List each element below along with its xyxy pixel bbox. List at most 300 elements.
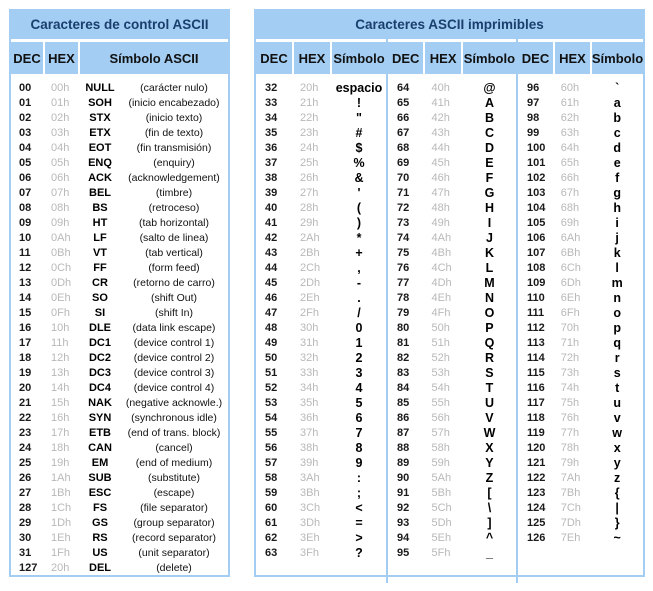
table-row [518,396,643,411]
table-row [518,216,643,231]
table-row [518,276,643,291]
table-row [11,561,228,576]
hex-value: 5Ah [431,472,452,484]
dec-value: 45 [265,277,278,289]
dec-value: 121 [527,457,546,469]
symbol-value: k [613,246,621,260]
hex-value: 48h [431,202,450,214]
hex-value: 5Dh [431,517,452,529]
symbol-value: 6 [355,411,363,425]
hex-value: 30h [300,322,319,334]
symbol-value: BS [92,202,108,214]
dec-value: 47 [265,307,278,319]
hex-value: 06h [51,172,70,184]
symbol-value: HT [92,217,108,229]
symbol-value: + [355,246,363,260]
hex-value: 18h [51,442,70,454]
hex-value: 7Eh [560,532,581,544]
dec-value: 39 [265,187,278,199]
table-row [256,411,386,426]
table-row [256,261,386,276]
symbol-value: { [614,486,620,500]
printable-column-3 [516,39,643,583]
dec-value: 63 [265,547,278,559]
symbol-value: STX [89,112,111,124]
hex-value: 69h [560,217,580,229]
symbol-value: 1 [355,336,363,350]
symbol-value: b [613,111,621,125]
table-row [518,531,643,546]
hex-value: 39h [300,457,319,469]
hex-value: 52h [431,352,450,364]
hex-value: 15h [51,397,70,409]
hex-value: 43h [431,127,450,139]
description: (retroceso) [148,202,200,214]
dec-value: 91 [397,487,410,499]
hex-value: 6Ch [560,262,581,274]
description: (tab horizontal) [138,217,210,229]
hex-value: 21h [300,97,319,109]
symbol-value: G [484,186,495,200]
table-row [256,171,386,186]
column-header-symbol: Símbolo ASCII [80,42,228,74]
symbol-value: ETX [89,127,111,139]
hex-value: 73h [560,367,580,379]
table-row [11,321,228,336]
table-row [256,306,386,321]
hex-value: 04h [51,142,70,154]
hex-value: 31h [300,337,319,349]
hex-value: 41h [431,97,450,109]
dec-value: 36 [265,142,278,154]
table-row [518,306,643,321]
table-row [388,246,516,261]
table-row [518,81,643,96]
hex-value: 49h [431,217,450,229]
symbol-value: Z [485,471,494,485]
table-row [11,456,228,471]
description: (carácter nulo) [140,82,208,94]
symbol-value: D [484,141,494,155]
symbol-value: r [614,351,620,365]
hex-value: 4Bh [431,247,452,259]
hex-value: 24h [300,142,319,154]
hex-value: 03h [51,127,70,139]
hex-value: 6Bh [560,247,581,259]
dec-value: 64 [397,82,410,94]
symbol-value: ' [357,186,361,200]
hex-value: 11h [51,337,69,349]
symbol-value: ? [355,546,363,560]
dec-value: 24 [19,442,32,454]
symbol-value: 3 [355,366,363,380]
hex-value: 7Dh [560,517,581,529]
hex-value: 70h [560,322,580,334]
symbol-value: g [613,186,621,200]
dec-value: 53 [265,397,278,409]
dec-value: 81 [397,337,410,349]
symbol-value: v [613,411,621,425]
table-row [388,81,516,96]
dec-value: 115 [527,367,545,379]
symbol-value: * [356,231,362,245]
symbol-value: SOH [88,97,112,109]
dec-value: 101 [527,157,546,169]
symbol-value: : [356,471,362,485]
dec-value: 27 [19,487,32,499]
symbol-value: [ [487,486,492,500]
table-row [518,261,643,276]
dec-value: 61 [265,517,278,529]
table-row [388,411,516,426]
table-row [256,351,386,366]
symbol-value: < [355,501,363,515]
symbol-value: I [487,216,492,230]
symbol-value: $ [355,141,363,155]
symbol-value: 0 [355,321,363,335]
hex-value: 61h [560,97,580,109]
hex-value: 00h [51,82,70,94]
table-row [256,396,386,411]
hex-value: 65h [560,157,580,169]
dec-value: 78 [397,292,410,304]
table-row [256,81,386,96]
dec-value: 67 [397,127,410,139]
description: (retorno de carro) [133,277,215,289]
symbol-value: ACK [88,172,112,184]
symbol-value: DC3 [88,367,111,379]
table-row [256,516,386,531]
table-row [388,471,516,486]
symbol-value: K [484,246,494,260]
hex-value: 5Eh [431,532,452,544]
hex-value: 28h [300,202,319,214]
table-row [388,231,516,246]
description: (shift In) [155,307,193,319]
dec-value: 79 [397,307,410,319]
symbol-value: NAK [88,397,112,409]
table-row [518,171,643,186]
table-row [388,261,516,276]
dec-value: 109 [527,277,546,289]
dec-value: 12 [19,262,32,274]
table-row [388,501,516,516]
dec-value: 58 [265,472,278,484]
hex-value: 55h [431,397,450,409]
symbol-value: w [612,426,623,440]
description: (end of trans. block) [127,427,221,439]
hex-value: 17h [51,427,70,439]
hex-value: 12h [51,352,70,364]
symbol-value: FF [93,262,107,274]
symbol-value: . [357,291,361,305]
dec-value: 43 [265,247,278,259]
dec-value: 37 [265,157,278,169]
symbol-value: t [615,381,620,395]
hex-value: 40h [431,82,450,94]
dec-value: 92 [397,502,410,514]
dec-value: 32 [265,82,278,94]
table-row [11,486,228,501]
symbol-value: _ [485,546,493,560]
table-row [388,156,516,171]
symbol-value: LF [93,232,107,244]
hex-value: 58h [431,442,450,454]
dec-value: 40 [265,202,278,214]
dec-value: 72 [397,202,410,214]
column-header-dec: DEC [256,42,294,74]
dec-value: 82 [397,352,410,364]
dec-value: 65 [397,97,410,109]
table-row [11,96,228,111]
symbol-value: c [613,126,621,140]
table-row [518,156,643,171]
table-row [518,351,643,366]
symbol-value: DC4 [88,382,111,394]
hex-value: 42h [431,112,450,124]
table-row [518,141,643,156]
hex-value: 32h [300,352,319,364]
hex-value: 5Bh [431,487,452,499]
dec-value: 120 [527,442,546,454]
symbol-value: y [613,456,621,470]
table-row [256,471,386,486]
table-row [256,231,386,246]
table-row [256,441,386,456]
table-row [388,456,516,471]
hex-value: 34h [300,382,319,394]
dec-value: 25 [19,457,32,469]
symbol-value: B [484,111,494,125]
dec-value: 23 [19,427,32,439]
symbol-value: & [354,171,364,185]
dec-value: 74 [397,232,410,244]
symbol-value: E [485,156,494,170]
table-row [388,351,516,366]
hex-value: 0Ch [51,262,72,274]
symbol-value: ) [356,216,362,230]
printable-table-title: Caracteres ASCII imprimibles [256,11,643,39]
symbol-value: , [357,261,361,275]
hex-value: 2Bh [300,247,320,259]
hex-value: 5Fh [431,547,451,559]
symbol-value: o [613,306,621,320]
dec-value: 29 [19,517,32,529]
hex-value: 2Fh [300,307,319,319]
hex-value: 67h [560,187,580,199]
dec-value: 117 [527,397,545,409]
symbol-value: DEL [89,562,111,574]
dec-value: 110 [527,292,545,304]
table-row [11,141,228,156]
table-row [518,321,643,336]
symbol-value: d [613,141,621,155]
hex-value: 4Eh [431,292,452,304]
table-row [256,246,386,261]
symbol-value: ENQ [88,157,112,169]
dec-value: 42 [265,232,278,244]
dec-value: 02 [19,112,32,124]
hex-value: 09h [51,217,70,229]
symbol-value: J [485,231,493,245]
table-row [11,411,228,426]
table-row [518,411,643,426]
dec-value: 103 [527,187,546,199]
control-table-header [11,42,228,74]
symbol-value: | [615,501,619,515]
hex-value: 1Fh [51,547,70,559]
table-row [518,516,643,531]
table-row [388,186,516,201]
hex-value: 0Fh [51,307,70,319]
dec-value: 87 [397,427,410,439]
description: (delete) [156,562,192,574]
table-row [256,501,386,516]
dec-value: 70 [397,172,410,184]
table-row [11,276,228,291]
dec-value: 111 [527,307,545,319]
description: (timbre) [155,187,193,199]
table-row [256,126,386,141]
symbol-value: s [613,366,621,380]
hex-value: 3Dh [300,517,321,529]
hex-value: 63h [560,127,580,139]
dec-value: 99 [527,127,540,139]
description: (device control 1) [133,337,215,349]
dec-value: 15 [19,307,32,319]
control-characters-table [9,9,230,577]
hex-value: 16h [51,412,70,424]
hex-value: 64h [560,142,580,154]
symbol-value: SYN [88,412,112,424]
dec-value: 00 [19,82,32,94]
column-header-dec: DEC [11,42,45,74]
dec-value: 90 [397,472,410,484]
hex-value: 0Eh [51,292,71,304]
table-row [256,276,386,291]
table-row [256,366,386,381]
table-row [518,366,643,381]
symbol-value: SO [92,292,108,304]
dec-value: 08 [19,202,32,214]
table-row [11,381,228,396]
dec-value: 126 [527,532,546,544]
symbol-value: i [615,216,619,230]
symbol-value: 8 [355,441,363,455]
hex-value: 3Ah [300,472,320,484]
printable-body-3 [518,74,643,583]
hex-value: 72h [560,352,580,364]
description: (acknowledgement) [128,172,220,184]
column-header-symbol: Símbolo [332,42,386,74]
symbol-value: H [484,201,494,215]
hex-value: 33h [300,367,319,379]
symbol-value: CAN [88,442,112,454]
dec-value: 04 [19,142,32,154]
hex-value: 54h [431,382,450,394]
table-row [11,396,228,411]
hex-value: 5Ch [431,502,452,514]
hex-value: 25h [300,157,319,169]
description: (substitute) [148,472,200,484]
symbol-value: Q [484,336,495,350]
hex-value: 14h [51,382,70,394]
description: (cancel) [155,442,193,454]
symbol-value: L [485,261,494,275]
dec-value: 123 [527,487,546,499]
symbol-value: z [614,471,621,485]
dec-value: 118 [527,412,545,424]
dec-value: 22 [19,412,32,424]
symbol-value: m [611,276,623,290]
hex-value: 1Bh [51,487,71,499]
symbol-value: CR [92,277,108,289]
symbol-value: p [613,321,621,335]
description: (fin transmisión) [136,142,212,154]
symbol-value: n [613,291,621,305]
hex-value: 19h [51,457,70,469]
table-row [518,291,643,306]
dec-value: 17 [19,337,32,349]
description: (salto de linea) [139,232,209,244]
symbol-value: SI [94,307,106,319]
printable-body-1 [256,74,386,583]
hex-value: 6Ah [560,232,581,244]
dec-value: 18 [19,352,32,364]
printable-body-2 [388,74,516,583]
table-row [518,111,643,126]
symbol-value: V [485,411,494,425]
dec-value: 41 [265,217,278,229]
symbol-value: ^ [485,531,494,545]
symbol-value: > [355,531,363,545]
table-row [256,546,386,561]
symbol-value: O [484,306,495,320]
description: (escape) [153,487,195,499]
table-row [256,186,386,201]
table-row [256,321,386,336]
table-row [388,111,516,126]
column-header-hex: HEX [555,42,592,74]
dec-value: 07 [19,187,32,199]
symbol-value: M [484,276,495,290]
hex-value: 6Eh [560,292,581,304]
symbol-value: ] [487,516,492,530]
symbol-value: ESC [88,487,112,499]
description: (inicio texto) [145,112,203,124]
dec-value: 68 [397,142,410,154]
column-header-hex: HEX [425,42,462,74]
control-table-title: Caracteres de control ASCII [11,11,228,39]
table-row [388,396,516,411]
dec-value: 44 [265,262,278,274]
symbol-value: = [355,516,363,530]
symbol-value: T [485,381,494,395]
table-row [256,201,386,216]
dec-value: 102 [527,172,546,184]
dec-value: 54 [265,412,278,424]
hex-value: 2Dh [300,277,321,289]
hex-value: 2Ch [300,262,321,274]
hex-value: 56h [431,412,450,424]
hex-value: 27h [300,187,319,199]
dec-value: 83 [397,367,410,379]
symbol-value: # [355,126,363,140]
hex-value: 62h [560,112,580,124]
symbol-value: j [615,231,619,245]
dec-value: 33 [265,97,278,109]
description: (device control 2) [133,352,215,364]
